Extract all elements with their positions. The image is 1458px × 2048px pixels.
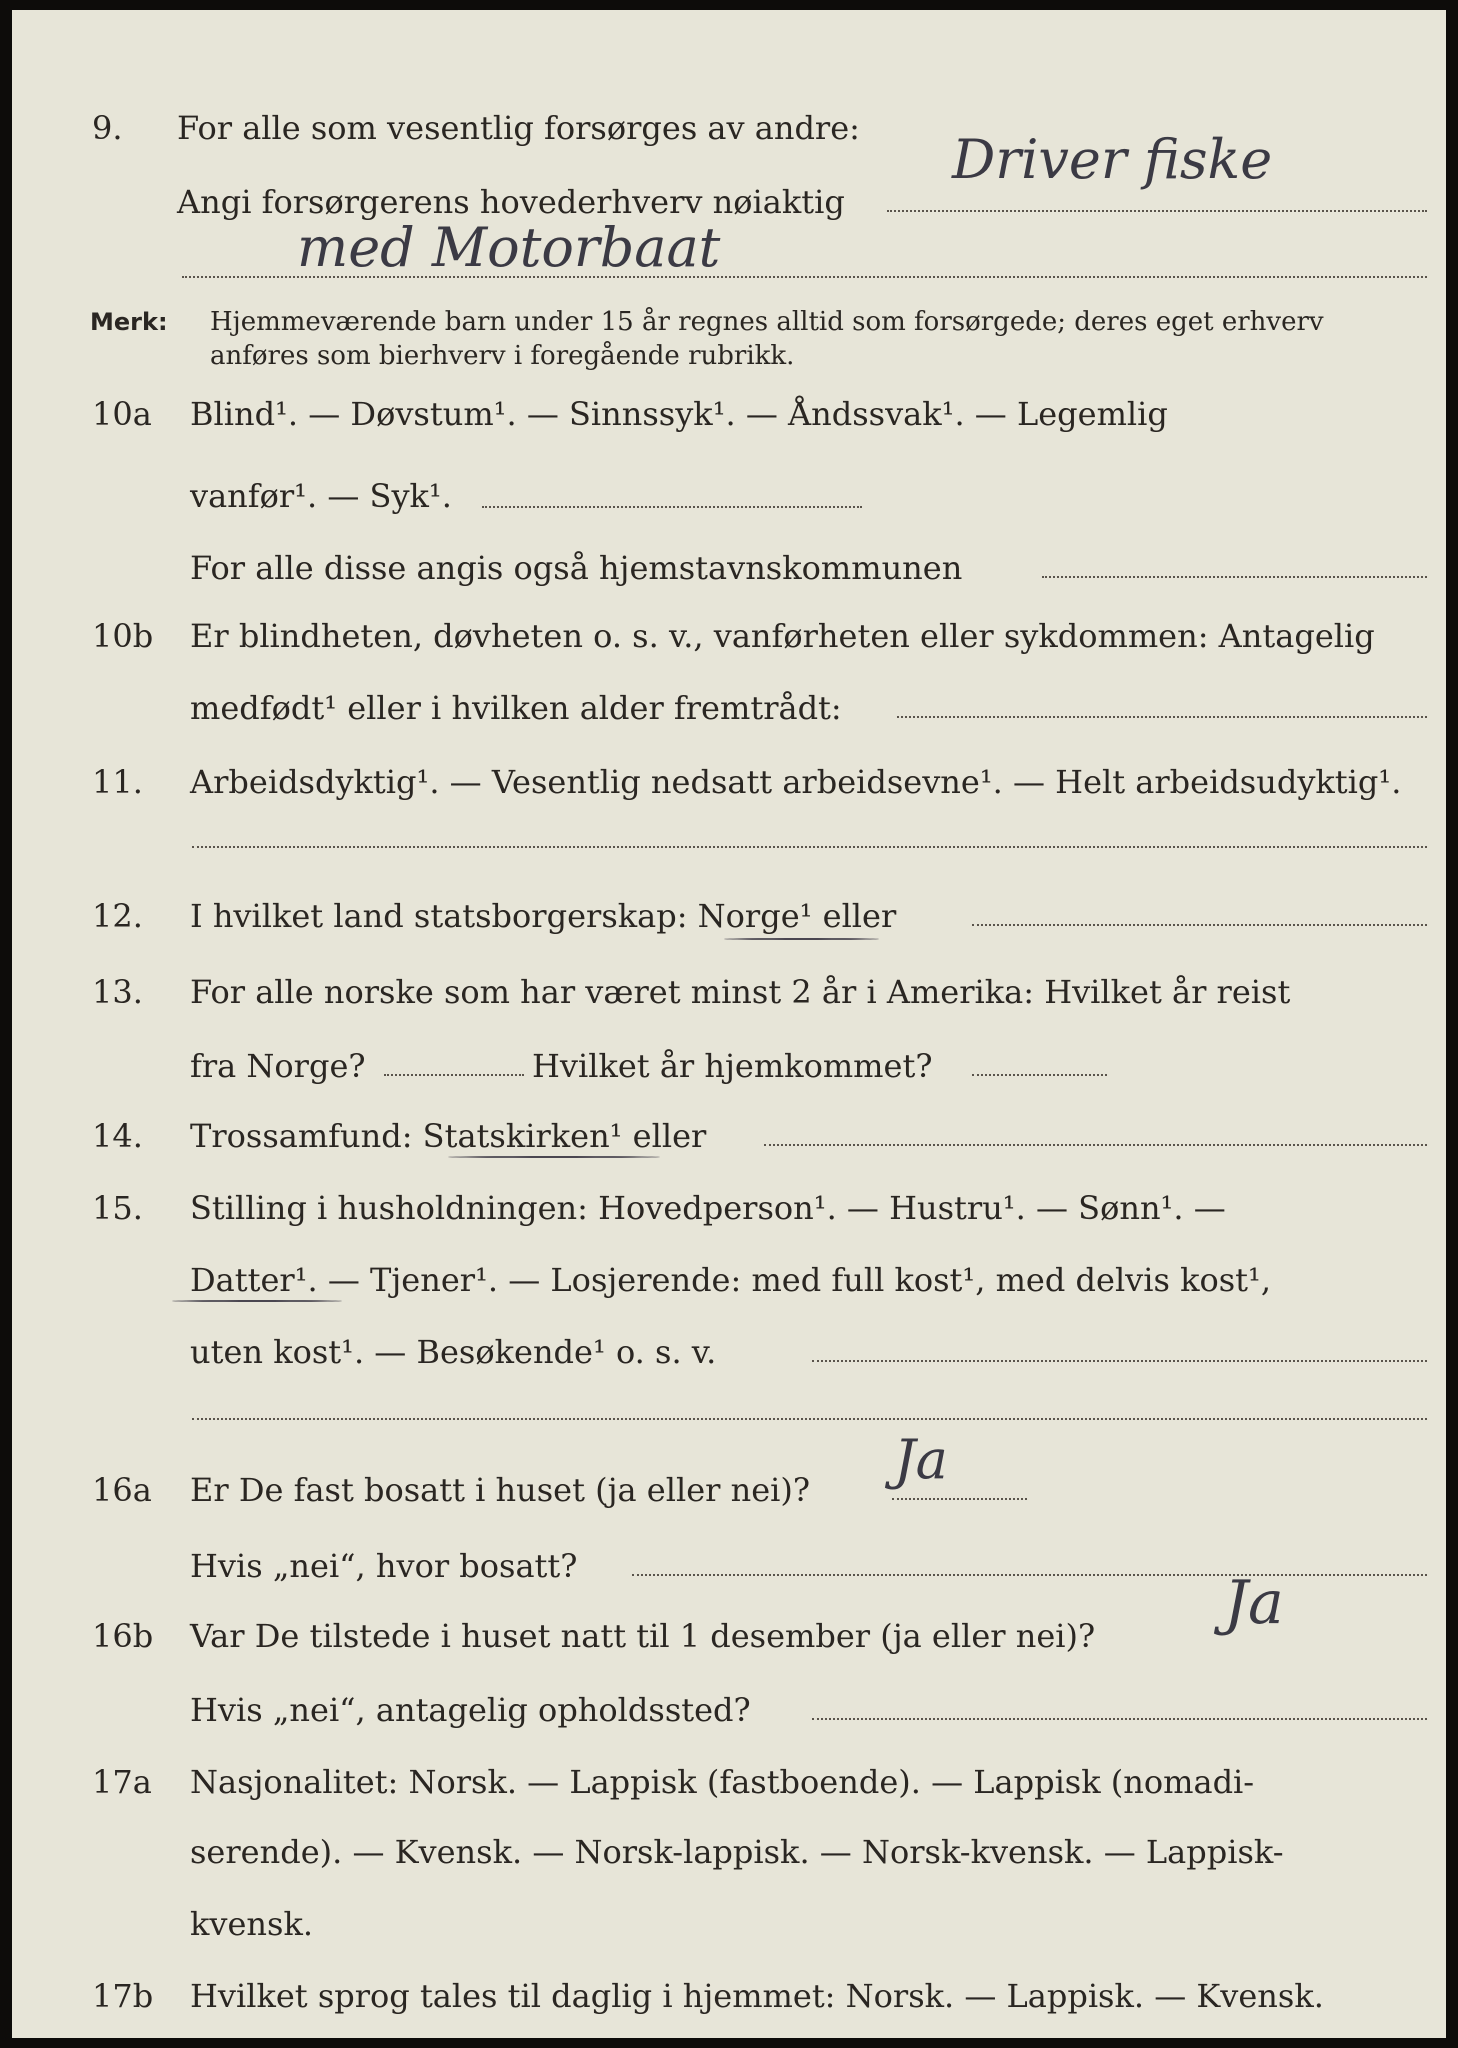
q10a-hometown-line[interactable] <box>1042 576 1427 578</box>
q16b-number: 16b <box>92 1617 154 1655</box>
q10a-line2: vanfør¹. — Syk¹. <box>190 477 452 515</box>
q12-norge-underline-mark <box>724 938 879 940</box>
q15-line3: uten kost¹. — Besøkende¹ o. s. v. <box>190 1333 717 1371</box>
q15-number: 15. <box>92 1189 143 1227</box>
q17b-number: 17b <box>92 1977 154 2015</box>
q12-number: 12. <box>92 897 143 935</box>
q13-line2a: fra Norge? <box>190 1047 366 1085</box>
q11-number: 11. <box>92 763 143 801</box>
note-line2: anføres som bierhverv i foregående rubrikk. <box>210 341 795 371</box>
q10b-number: 10b <box>92 617 154 655</box>
q17b-line1: Hvilket sprog tales til daglig i hjemmet: Norsk. — Lappisk. — Kvensk. <box>190 1977 1324 2015</box>
q13-line1: For alle norske som har været minst 2 år i Amerika: Hvilket år reist <box>190 973 1291 1011</box>
note-label: Merk: <box>90 308 168 336</box>
q12-line1: I hvilket land statsborgerskap: Norge¹ eller <box>190 897 897 935</box>
q15-extra-line[interactable] <box>192 1418 1427 1420</box>
q16b-line1: Var De tilstede i huset natt til 1 desember (ja eller nei)? <box>190 1617 1096 1655</box>
q15-line2: Datter¹. — Tjener¹. — Losjerende: med full kost¹, med delvis kost¹, <box>190 1261 1272 1299</box>
q9-handwritten-answer-2[interactable]: med Motorbaat <box>297 216 721 279</box>
q9-line2: Angi forsørgerens hovederhverv nøiaktig <box>177 183 845 221</box>
q10a-line3: For alle disse angis også hjemstavnskommunen <box>190 549 963 587</box>
q9-answer-line1 <box>887 210 1427 212</box>
q16b-line2: Hvis „nei“, antagelig opholdssted? <box>190 1691 751 1729</box>
q17a-line3: kvensk. <box>190 1905 313 1943</box>
q9-handwritten-answer-1[interactable]: Driver fiske <box>952 128 1273 191</box>
q17a-line2: serende). — Kvensk. — Norsk-lappisk. — Norsk-kvensk. — Lappisk- <box>190 1833 1284 1871</box>
q16a-handwritten-answer[interactable]: Ja <box>894 1428 948 1491</box>
q17a-line1: Nasjonalitet: Norsk. — Lappisk (fastboende). — Lappisk (nomadi- <box>190 1763 1255 1801</box>
q10a-number: 10a <box>92 395 152 433</box>
q15-datter-underline-mark <box>172 1300 342 1302</box>
q17a-number: 17a <box>92 1763 152 1801</box>
q9-line1: For alle som vesentlig forsørges av andre: <box>177 109 860 147</box>
q11-line1: Arbeidsdyktig¹. — Vesentlig nedsatt arbeidsevne¹. — Helt arbeidsudyktig¹. <box>190 763 1402 801</box>
q14-answer-line[interactable] <box>764 1144 1427 1146</box>
q14-number: 14. <box>92 1117 143 1155</box>
q14-line1: Trossamfund: Statskirken¹ eller <box>190 1117 707 1155</box>
q16a-number: 16a <box>92 1471 152 1509</box>
q9-number: 9. <box>92 109 123 147</box>
q13-return-year-line[interactable] <box>972 1074 1107 1076</box>
q13-departure-year-line[interactable] <box>384 1074 524 1076</box>
q10b-answer-line[interactable] <box>897 716 1427 718</box>
q16b-handwritten-answer[interactable]: Ja <box>1224 1568 1284 1638</box>
q15-line1: Stilling i husholdningen: Hovedperson¹. — Hustru¹. — Sønn¹. — <box>190 1189 1226 1227</box>
q15-answer-line[interactable] <box>812 1360 1427 1362</box>
q16a-residence-line[interactable] <box>632 1574 1427 1576</box>
q10b-line2: medfødt¹ eller i hvilken alder fremtrådt: <box>190 689 842 727</box>
q13-line2b: Hvilket år hjemkommet? <box>532 1047 933 1085</box>
q16a-answer-line <box>892 1498 1027 1500</box>
q16b-location-line[interactable] <box>812 1718 1427 1720</box>
census-form-page <box>12 10 1446 2038</box>
q10b-line1: Er blindheten, døvheten o. s. v., vanførheten eller sykdommen: Antagelig <box>190 617 1375 655</box>
q12-answer-line[interactable] <box>972 924 1427 926</box>
q16a-line2: Hvis „nei“, hvor bosatt? <box>190 1547 578 1585</box>
q10a-line1: Blind¹. — Døvstum¹. — Sinnssyk¹. — Åndssvak¹. — Legemlig <box>190 395 1168 433</box>
q11-answer-line[interactable] <box>192 846 1427 848</box>
q13-number: 13. <box>92 973 143 1011</box>
q14-statskirken-underline-mark <box>448 1156 660 1158</box>
q16a-line1: Er De fast bosatt i huset (ja eller nei)? <box>190 1471 811 1509</box>
q10a-answer-line[interactable] <box>482 506 862 508</box>
note-line1: Hjemmeværende barn under 15 år regnes alltid som forsørgede; deres eget erhverv <box>210 307 1324 337</box>
